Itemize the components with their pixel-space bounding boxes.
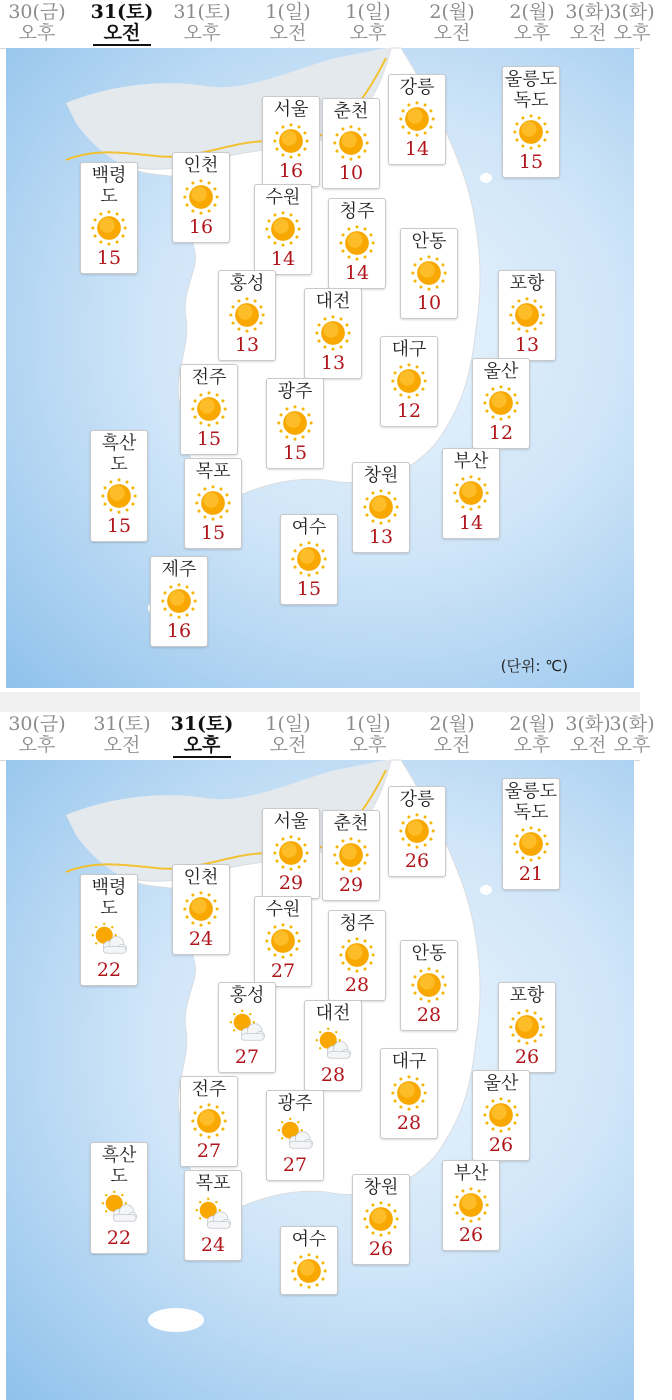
city-temperature: 13 [368,526,394,548]
city-name: 전주 [191,1079,227,1100]
sun-icon [512,825,550,863]
city-forecast-card[interactable] [328,910,386,1001]
city-forecast-card[interactable] [388,786,446,877]
city-forecast-card[interactable] [322,98,380,189]
sun-icon [390,362,428,400]
city-temperature: 15 [296,578,322,600]
sun-icon [508,1008,546,1046]
sun-icon [512,113,550,151]
time-tab[interactable] [592,2,672,44]
tab-period: 오전 [269,22,307,44]
city-name: 강릉 [399,77,435,98]
city-temperature: 12 [396,400,422,422]
city-forecast-card[interactable] [328,198,386,289]
city-forecast-card[interactable] [380,1048,438,1139]
tab-period: 오후 [613,22,651,44]
city-temperature: 27 [196,1140,222,1162]
time-tab[interactable] [162,714,242,756]
tab-period: 오후 [183,22,221,44]
sun-icon [410,966,448,1004]
time-tab[interactable] [412,2,492,44]
tab-date: 2(월) [429,713,475,735]
city-forecast-card[interactable] [322,810,380,901]
city-temperature: 27 [282,1154,308,1176]
sun-icon [264,210,302,248]
city-temperature: 12 [488,422,514,444]
sun-icon [332,124,370,162]
sun-icon [338,936,376,974]
city-forecast-card[interactable] [262,96,320,187]
partly-cloudy-icon [100,1189,138,1227]
city-temperature: 10 [416,292,442,314]
city-temperature: 29 [338,874,364,896]
city-name: 전주 [191,367,227,388]
sun-icon [482,384,520,422]
city-temperature: 14 [458,512,484,534]
sun-icon [332,836,370,874]
city-name: 포항 [509,985,545,1006]
sun-icon [228,296,266,334]
city-forecast-card[interactable] [352,462,410,553]
city-name: 청주 [339,201,375,222]
city-forecast-card[interactable] [150,556,208,647]
tab-date: 3(화) [565,713,611,735]
forecast-panel [0,712,655,1280]
city-name: 창원 [363,465,399,486]
city-temperature: 14 [404,138,430,160]
city-name: 춘천 [333,813,369,834]
city-name: 대전 [315,291,351,312]
tab-date: 31(토) [170,713,234,735]
city-name: 울산 [483,1073,519,1094]
tab-period: 오후 [513,734,551,756]
city-name: 창원 [363,1177,399,1198]
time-tab-bar [0,0,655,49]
sun-icon [272,122,310,160]
time-tab[interactable] [412,714,492,756]
sun-icon [90,209,128,247]
city-temperature: 29 [278,872,304,894]
city-forecast-card[interactable] [304,1000,362,1091]
city-forecast-card[interactable] [90,430,148,542]
city-temperature: 24 [200,1234,226,1256]
sun-icon [314,314,352,352]
city-name: 부산 [453,1163,489,1184]
partly-cloudy-icon [228,1008,266,1046]
city-name: 울릉도 독도 [504,69,558,111]
time-tab[interactable] [328,2,408,44]
sun-icon [290,540,328,578]
city-temperature: 26 [514,1046,540,1068]
city-name: 흑산 도 [101,433,137,475]
sun-icon [264,922,302,960]
city-name: 인천 [183,867,219,888]
time-tab[interactable] [592,714,672,756]
time-tab[interactable] [0,714,77,756]
city-name: 광주 [277,381,313,402]
city-name: 울산 [483,361,519,382]
city-forecast-card[interactable] [80,162,138,274]
tab-period: 오전 [269,734,307,756]
city-forecast-card[interactable] [304,288,362,379]
city-name: 대전 [315,1003,351,1024]
city-temperature: 26 [404,850,430,872]
tab-period: 오전 [103,734,141,756]
city-name: 여수 [291,1229,327,1250]
active-tab-underline [173,756,231,758]
city-temperature: 27 [270,960,296,982]
city-name: 인천 [183,155,219,176]
unit-label: (단위: ℃) [500,657,568,675]
sun-icon [362,488,400,526]
city-forecast-card[interactable] [498,982,556,1073]
city-forecast-card[interactable] [472,1070,530,1161]
tab-date: 31(토) [93,713,151,735]
forecast-panel [0,0,655,692]
tab-date: 31(토) [173,1,231,23]
city-temperature: 13 [320,352,346,374]
city-name: 광주 [277,1093,313,1114]
city-forecast-card[interactable] [400,940,458,1031]
city-forecast-card[interactable] [184,458,242,549]
partly-cloudy-icon [276,1116,314,1154]
city-temperature: 15 [106,515,132,537]
city-temperature: 14 [270,248,296,270]
tab-date: 1(일) [265,713,311,735]
city-forecast-card[interactable] [254,184,312,275]
time-tab[interactable] [248,714,328,756]
city-temperature: 13 [234,334,260,356]
city-name: 홍성 [229,273,265,294]
tab-period: 오후 [18,734,56,756]
city-name: 여수 [291,517,327,538]
city-forecast-card[interactable] [266,378,324,469]
city-temperature: 26 [458,1224,484,1246]
time-tab[interactable] [0,2,77,44]
city-forecast-card[interactable] [218,270,276,361]
city-name: 목포 [195,1173,231,1194]
city-name: 대구 [391,1051,427,1072]
city-name: 수원 [265,899,301,920]
city-name: 청주 [339,913,375,934]
sun-icon [190,1102,228,1140]
tab-date: 3(화) [565,1,611,23]
city-forecast-card[interactable] [254,896,312,987]
partly-cloudy-icon [90,921,128,959]
city-forecast-card[interactable] [262,808,320,899]
city-forecast-card[interactable] [266,1090,324,1181]
city-forecast-card[interactable] [442,448,500,539]
city-forecast-card[interactable] [218,982,276,1073]
city-name: 백령 도 [91,165,127,207]
city-forecast-card[interactable] [180,1076,238,1167]
sun-icon [482,1096,520,1134]
sun-icon [452,474,490,512]
time-tab[interactable] [162,2,242,44]
sun-icon [362,1200,400,1238]
tab-date: 2(월) [429,1,475,23]
city-name: 수원 [265,187,301,208]
tab-period: 오후 [613,734,651,756]
city-temperature: 15 [96,247,122,269]
city-forecast-card[interactable] [172,152,230,243]
tab-period: 오전 [569,734,607,756]
weather-map [6,48,634,688]
city-temperature: 16 [166,620,192,642]
tab-date: 1(일) [345,713,391,735]
city-name: 춘천 [333,101,369,122]
city-name: 울릉도 독도 [504,781,558,823]
sun-icon [272,834,310,872]
sun-icon [182,890,220,928]
city-name: 안동 [411,943,447,964]
city-forecast-card[interactable] [352,1174,410,1265]
city-temperature: 13 [514,334,540,356]
tab-date: 31(토) [90,1,154,23]
city-forecast-card[interactable] [184,1170,242,1261]
partly-cloudy-icon [194,1196,232,1234]
tab-date: 2(월) [509,1,555,23]
city-forecast-card[interactable] [280,514,338,605]
city-temperature: 24 [188,928,214,950]
panel-separator [0,692,640,712]
city-temperature: 16 [188,216,214,238]
city-forecast-card[interactable] [80,874,138,986]
city-temperature: 28 [344,974,370,996]
city-temperature: 28 [320,1064,346,1086]
city-name: 흑산 도 [101,1145,137,1187]
city-name: 목포 [195,461,231,482]
time-tab[interactable] [248,2,328,44]
city-temperature: 14 [344,262,370,284]
city-temperature: 15 [196,428,222,450]
sun-icon [410,254,448,292]
city-name: 포항 [509,273,545,294]
city-temperature: 15 [518,151,544,173]
city-name: 서울 [273,811,309,832]
tab-period: 오후 [349,22,387,44]
city-forecast-card[interactable] [388,74,446,165]
time-tab[interactable] [328,714,408,756]
city-forecast-card[interactable] [502,66,560,178]
tab-period: 오후 [349,734,387,756]
city-forecast-card[interactable] [180,364,238,455]
sun-icon [508,296,546,334]
tab-period: 오후 [513,22,551,44]
city-forecast-card[interactable] [502,778,560,890]
sun-icon [182,178,220,216]
city-temperature: 26 [368,1238,394,1260]
partly-cloudy-icon [314,1026,352,1064]
tab-date: 3(화) [609,713,655,735]
tab-period: 오전 [103,22,141,44]
time-tab-bar [0,712,655,761]
city-forecast-card[interactable] [442,1160,500,1251]
city-name: 안동 [411,231,447,252]
city-forecast-card[interactable] [380,336,438,427]
sun-icon [160,582,198,620]
tab-date: 1(일) [265,1,311,23]
city-forecast-card[interactable] [498,270,556,361]
city-name: 서울 [273,99,309,120]
city-temperature: 27 [234,1046,260,1068]
tab-date: 3(화) [609,1,655,23]
sun-icon [452,1186,490,1224]
city-forecast-card[interactable] [472,358,530,449]
city-name: 대구 [391,339,427,360]
city-temperature: 15 [200,522,226,544]
city-temperature: 28 [396,1112,422,1134]
city-forecast-card[interactable] [400,228,458,319]
city-forecast-card[interactable] [280,1226,338,1295]
time-tab[interactable] [82,714,162,756]
city-name: 강릉 [399,789,435,810]
tab-period: 오전 [433,22,471,44]
city-temperature: 22 [106,1227,132,1249]
sun-icon [194,484,232,522]
city-name: 제주 [161,559,197,580]
time-tab[interactable] [82,2,162,44]
sun-icon [390,1074,428,1112]
city-name: 백령 도 [91,877,127,919]
weather-map [6,760,634,1400]
tab-period: 오전 [569,22,607,44]
city-temperature: 28 [416,1004,442,1026]
city-temperature: 10 [338,162,364,184]
tab-period: 오전 [433,734,471,756]
tab-date: 30(금) [8,713,66,735]
sun-icon [398,100,436,138]
sun-icon [398,812,436,850]
city-temperature: 16 [278,160,304,182]
tab-date: 30(금) [8,1,66,23]
city-temperature: 22 [96,959,122,981]
tab-date: 2(월) [509,713,555,735]
tab-date: 1(일) [345,1,391,23]
city-name: 홍성 [229,985,265,1006]
active-tab-underline [93,44,151,46]
sun-icon [290,1252,328,1290]
city-forecast-card[interactable] [172,864,230,955]
city-temperature: 21 [518,863,544,885]
sun-icon [190,390,228,428]
city-temperature: 26 [488,1134,514,1156]
tab-period: 오후 [18,22,56,44]
sun-icon [100,477,138,515]
sun-icon [276,404,314,442]
city-name: 부산 [453,451,489,472]
city-temperature: 15 [282,442,308,464]
city-forecast-card[interactable] [90,1142,148,1254]
sun-icon [338,224,376,262]
tab-period: 오후 [183,734,221,756]
